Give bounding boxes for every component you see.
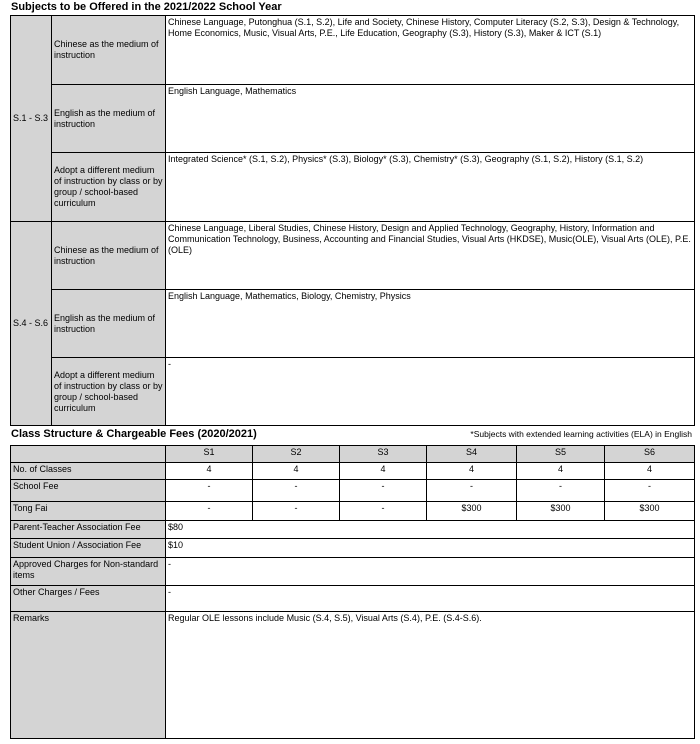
row-label: Remarks xyxy=(11,612,166,739)
column-header: S3 xyxy=(340,446,427,463)
column-header: S1 xyxy=(166,446,253,463)
medium-cell: Adopt a different medium of instruction by class or by group / school-based curriculum xyxy=(52,358,166,426)
value-cell: $10 xyxy=(166,539,695,558)
value-cell: 4 xyxy=(605,463,695,480)
level-cell: S.1 - S.3 xyxy=(11,16,52,222)
value-cell: - xyxy=(166,558,695,586)
level-cell: S.4 - S.6 xyxy=(11,222,52,426)
ela-footnote: *Subjects with extended learning activities (ELA) in English xyxy=(470,429,692,439)
value-cell: 4 xyxy=(517,463,605,480)
row-label: Other Charges / Fees xyxy=(11,586,166,612)
subjects-cell: Chinese Language, Liberal Studies, Chinese History, Design and Applied Technology, Geography, History, Information and Communication Technology, Business, Accounting and Financial Studies, Visual Arts (HKDSE), Music(OLE), Visual Arts (OLE), P.E. (OLE) xyxy=(166,222,695,290)
column-header: S5 xyxy=(517,446,605,463)
value-cell: 4 xyxy=(340,463,427,480)
fees-title: Class Structure & Chargeable Fees (2020/2021) xyxy=(11,428,257,440)
subjects-cell: Chinese Language, Putonghua (S.1, S.2), Life and Society, Chinese History, Computer Literacy (S.2, S.3), Design & Technology, Home Economics, Music, Visual Arts, P.E., Life Education, Geography (S.3), History (S.3), Maker & ICT (S.1) xyxy=(166,16,695,85)
value-cell: - xyxy=(517,480,605,502)
medium-cell: Chinese as the medium of instruction xyxy=(52,16,166,85)
value-cell: $300 xyxy=(427,502,517,521)
column-header: S2 xyxy=(253,446,340,463)
value-cell: - xyxy=(340,480,427,502)
value-cell: - xyxy=(427,480,517,502)
value-cell: - xyxy=(166,502,253,521)
medium-cell: Adopt a different medium of instruction by class or by group / school-based curriculum xyxy=(52,153,166,222)
medium-cell: English as the medium of instruction xyxy=(52,85,166,153)
row-label: School Fee xyxy=(11,480,166,502)
value-cell: - xyxy=(253,480,340,502)
fees-table xyxy=(10,445,695,739)
row-label: Approved Charges for Non-standard items xyxy=(11,558,166,586)
value-cell: $300 xyxy=(605,502,695,521)
value-cell: - xyxy=(166,480,253,502)
row-label: Parent-Teacher Association Fee xyxy=(11,521,166,539)
subjects-cell: English Language, Mathematics xyxy=(166,85,695,153)
value-cell: $80 xyxy=(166,521,695,539)
row-label: Tong Fai xyxy=(11,502,166,521)
value-cell: - xyxy=(166,586,695,612)
value-cell: - xyxy=(605,480,695,502)
subjects-table xyxy=(10,15,695,426)
value-cell: 4 xyxy=(427,463,517,480)
remarks-cell: Regular OLE lessons include Music (S.4, S.5), Visual Arts (S.4), P.E. (S.4-S.6). xyxy=(166,612,695,739)
value-cell: 4 xyxy=(253,463,340,480)
value-cell: - xyxy=(253,502,340,521)
medium-cell: English as the medium of instruction xyxy=(52,290,166,358)
value-cell: - xyxy=(340,502,427,521)
subjects-cell: English Language, Mathematics, Biology, Chemistry, Physics xyxy=(166,290,695,358)
header-corner xyxy=(11,446,166,463)
column-header: S4 xyxy=(427,446,517,463)
subjects-title: Subjects to be Offered in the 2021/2022 School Year xyxy=(11,1,282,13)
column-header: S6 xyxy=(605,446,695,463)
value-cell: 4 xyxy=(166,463,253,480)
subjects-cell: - xyxy=(166,358,695,426)
value-cell: $300 xyxy=(517,502,605,521)
row-label: Student Union / Association Fee xyxy=(11,539,166,558)
medium-cell: Chinese as the medium of instruction xyxy=(52,222,166,290)
subjects-cell: Integrated Science* (S.1, S.2), Physics* (S.3), Biology* (S.3), Chemistry* (S.3), Geography (S.1, S.2), History (S.1, S.2) xyxy=(166,153,695,222)
row-label: No. of Classes xyxy=(11,463,166,480)
